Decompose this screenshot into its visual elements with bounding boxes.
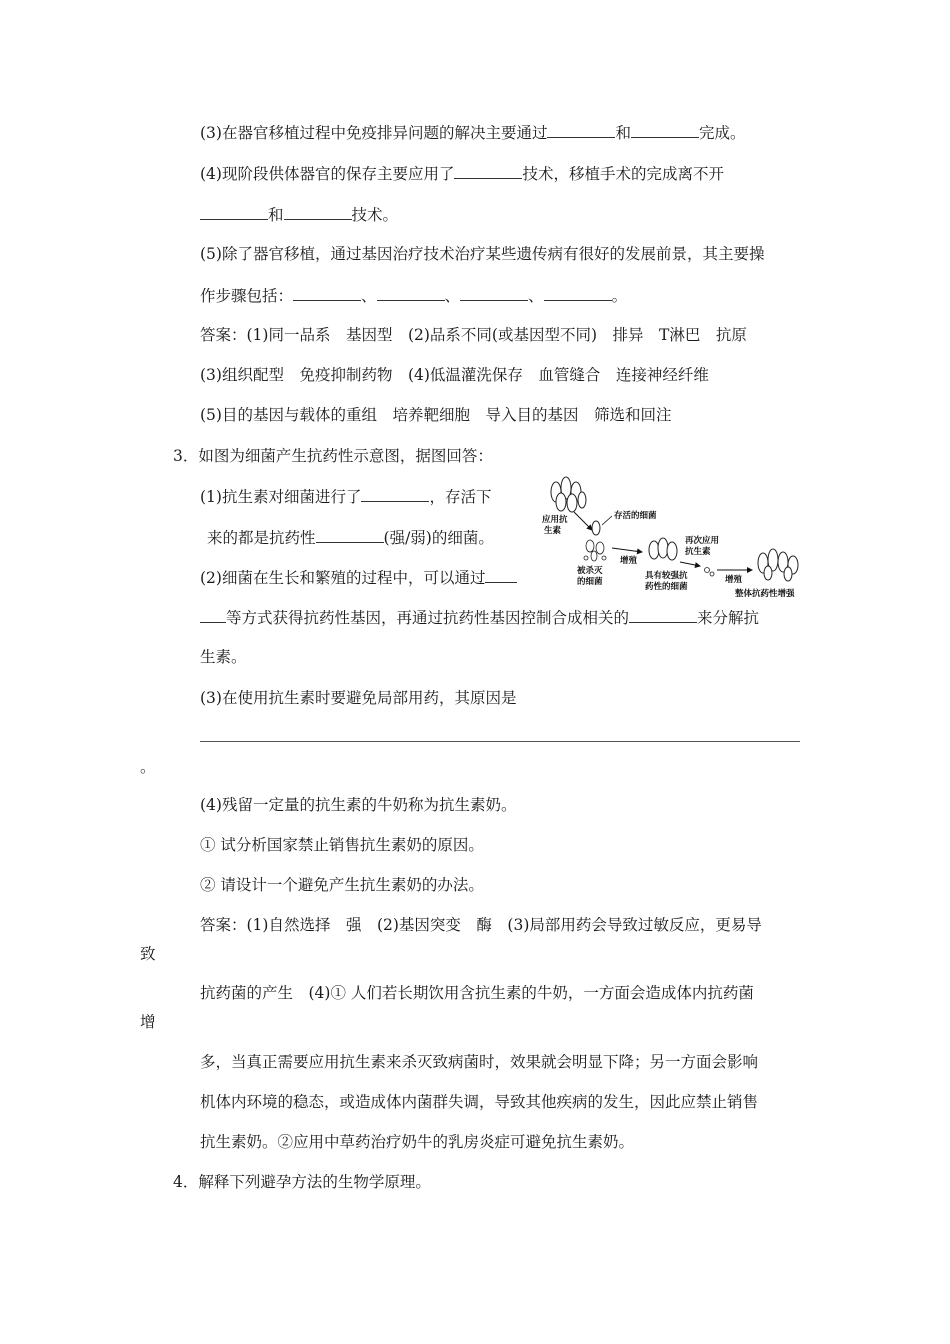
label-apply-antibiotic-2: 生素	[544, 526, 562, 536]
bacteria-population-icon	[551, 477, 586, 512]
label-overall-resistance: 整体抗药性增强	[735, 589, 795, 599]
q2-part3: (3)在器官移植过程中免疫排异问题的解决主要通过 和 完成。	[200, 124, 746, 142]
q2-answer-line3: (5)目的基因与载体的重组 培养靶细胞 导入目的基因 筛选和回注	[200, 406, 672, 424]
q3-answer-line2-wrap: 增	[140, 1013, 156, 1031]
q3-part4: (4)残留一定量的抗生素的牛奶称为抗生素奶。	[200, 796, 517, 814]
label-proliferate-1: 增殖	[620, 556, 638, 566]
blank	[547, 122, 615, 138]
q3-answer-line4: 机体内环境的稳态，或造成体内菌群失调，导致其他疾病的发生，因此应禁止销售	[200, 1093, 759, 1111]
blank	[460, 285, 528, 301]
blank	[293, 285, 361, 301]
blank	[200, 607, 226, 623]
killed-bacteria-icon	[705, 568, 715, 577]
blank	[631, 122, 699, 138]
q3-part2-end: 生素。	[200, 648, 247, 666]
q3-part2: (2)细菌在生长和繁殖的过程中，可以通过	[200, 567, 517, 588]
label-reapply-antibiotic: 再次应用	[685, 536, 720, 546]
blank	[361, 486, 429, 502]
label-surviving-bacteria: 存活的细菌	[614, 511, 657, 521]
q3-part4-2: ② 请设计一个避免产生抗生素奶的办法。	[200, 876, 484, 894]
q3-answer-line1-wrap: 致	[140, 945, 156, 963]
q3-part3-end: 。	[140, 758, 156, 776]
q3-title: 3．如图为细菌产生抗药性示意图，据图回答：	[173, 447, 493, 465]
resistant-bacteria-icon	[649, 538, 677, 560]
q3-answer-line2: 抗药菌的产生 (4)① 人们若长期饮用含抗生素的牛奶，一方面会造成体内抗药菌	[200, 984, 754, 1002]
blank	[377, 285, 445, 301]
q2-answer-line2: (3)组织配型 免疫抑制药物 (4)低温灌洗保存 血管缝合 连接神经纤维	[200, 366, 709, 384]
q2-part5-cont: 作步骤包括： 、 、 、 。	[200, 287, 628, 305]
q3-part4-1: ① 试分析国家禁止销售抗生素奶的原因。	[200, 836, 484, 854]
blank	[316, 527, 384, 543]
blank	[485, 567, 517, 583]
blank	[200, 204, 268, 220]
label-resistant-bacteria: 具有较强抗	[645, 571, 688, 581]
bacteria-resistance-diagram	[530, 470, 820, 605]
label-resistant-bacteria-2: 药性的细菌	[645, 582, 688, 592]
q3-part3: (3)在使用抗生素时要避免局部用药，其原因是	[200, 689, 517, 707]
killed-bacteria-icon	[584, 540, 606, 561]
survivor-bacteria-icon	[592, 521, 600, 535]
label-proliferate-2: 增殖	[725, 575, 743, 585]
q3-answer-line5: 抗生素奶。②应用中草药治疗奶牛的乳房炎症可避免抗生素奶。	[200, 1133, 635, 1151]
blank	[544, 285, 612, 301]
answer-line	[200, 741, 800, 742]
label-killed-bacteria: 被杀灭	[577, 566, 603, 576]
resistant-population-icon	[758, 549, 798, 581]
q3-answer-line3: 多，当真正需要应用抗生素来杀灭致病菌时，效果就会明显下降；另一方面会影响	[200, 1053, 759, 1071]
q3-part1-cont: 来的都是抗药性 (强/弱)的细菌。	[207, 529, 494, 547]
q2-part4-cont: 和 技术。	[200, 204, 398, 225]
label-reapply-antibiotic-2: 抗生素	[685, 547, 711, 557]
q4-title: 4．解释下列避孕方法的生物学原理。	[173, 1173, 431, 1191]
blank	[629, 607, 697, 623]
q3-part2-cont: 等方式获得抗药性基因，再通过抗药性基因控制合成相关的 来分解抗	[200, 607, 759, 628]
label-killed-bacteria-2: 的细菌	[577, 577, 603, 587]
q2-part5: (5)除了器官移植，通过基因治疗技术治疗某些遗传病有很好的发展前景，其主要操	[200, 245, 765, 263]
q2-answer-line1: 答案：(1)同一品系 基因型 (2)品系不同(或基因型不同) 排异 T淋巴 抗原	[200, 326, 747, 344]
blank	[284, 204, 352, 220]
blank	[454, 163, 522, 179]
q2-part4: (4)现阶段供体器官的保存主要应用了 技术，移植手术的完成离不开	[200, 165, 724, 183]
q3-answer-line1: 答案：(1)自然选择 强 (2)基因突变 酶 (3)局部用药会导致过敏反应，更易导	[200, 916, 762, 934]
label-apply-antibiotic: 应用抗	[542, 515, 568, 525]
q3-part1: (1)抗生素对细菌进行了 ，存活下	[200, 488, 492, 506]
